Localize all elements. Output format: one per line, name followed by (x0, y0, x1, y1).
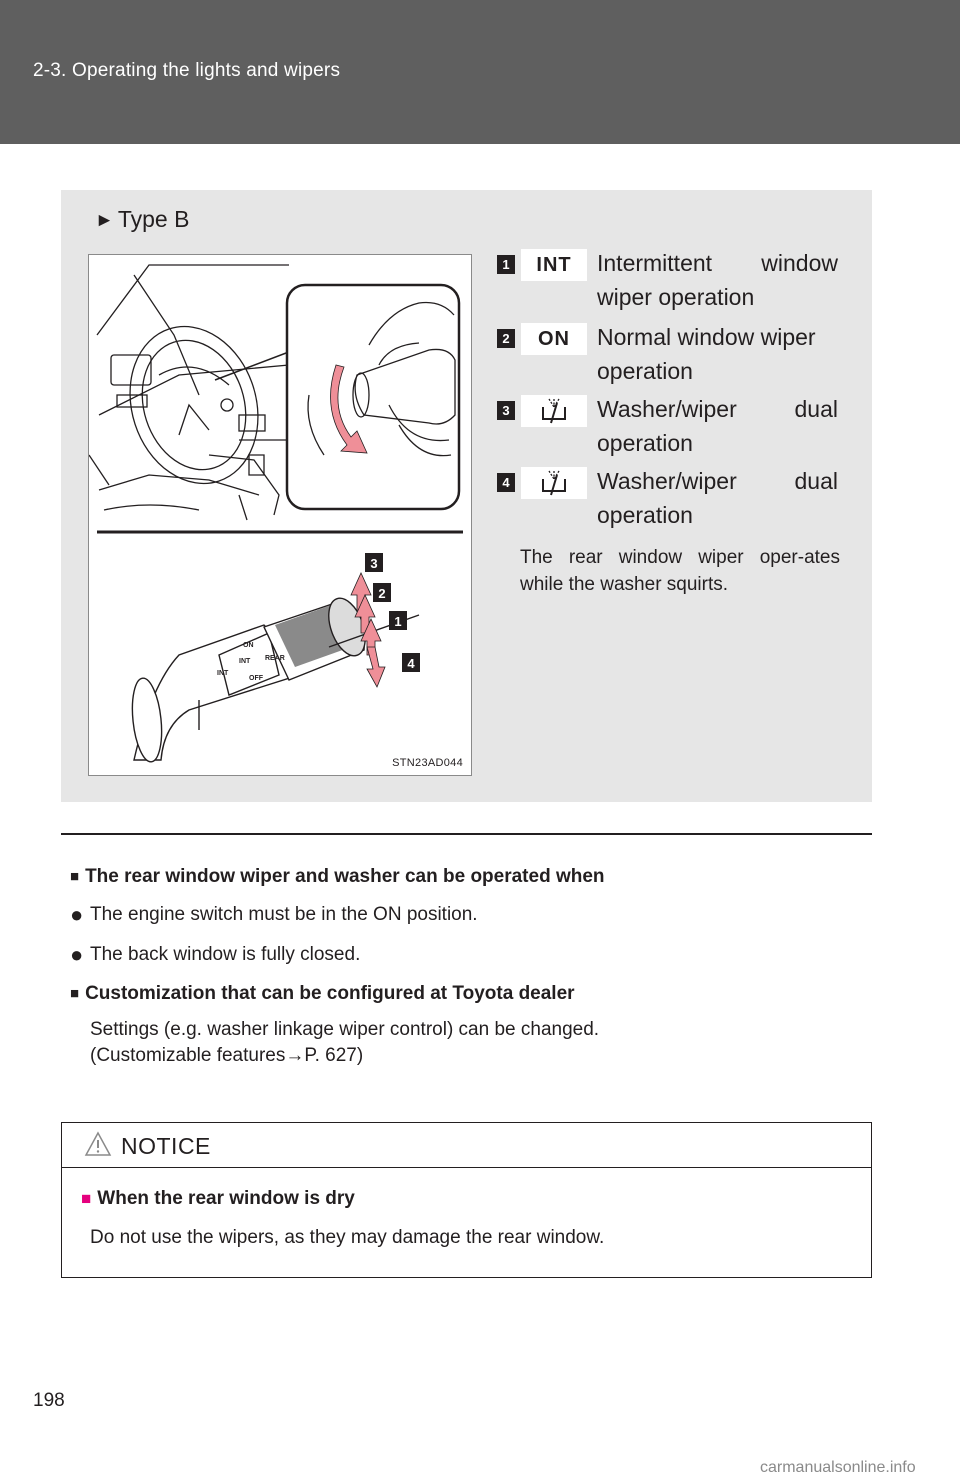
switch-label-int: INT (521, 249, 587, 281)
legend-line-1: Washer/wiper dual (597, 468, 838, 494)
callout-2-text: 2 (378, 586, 386, 601)
lever-label-int-1: INT (217, 670, 229, 677)
switch-icon-box (521, 467, 587, 499)
lever-label-on: ON (243, 642, 254, 649)
notice-title: NOTICE (121, 1133, 211, 1159)
customization-line-2: (Customizable features→P. 627) (90, 1045, 364, 1066)
watermark[interactable]: carmanualsonline.info (760, 1459, 916, 1476)
switch-label-on: ON (521, 323, 587, 355)
legend-line-2: operation (597, 358, 693, 384)
lever-label-off: OFF (249, 675, 263, 682)
customization-line-1: Settings (e.g. washer linkage wiper control) can be changed. (90, 1019, 600, 1040)
legend-number: 4 (497, 473, 515, 492)
legend-line-1: Washer/wiper dual (597, 396, 838, 422)
notice-body: Do not use the wipers, as they may damage the rear window. (90, 1227, 605, 1248)
figure-panel (61, 190, 872, 802)
notice-header (62, 1123, 871, 1168)
type-label-text: Type B (117, 206, 190, 232)
legend-line-2: wiper operation (597, 284, 755, 310)
condition-item (70, 904, 860, 926)
callout-1-text: 1 (394, 614, 402, 629)
section-divider (61, 833, 872, 835)
conditions-heading-text: The rear window wiper and washer can be operated when (85, 866, 605, 887)
arrow-down-4 (367, 647, 385, 687)
legend-description (597, 320, 838, 388)
customization-section (70, 983, 860, 1069)
circle-bullet-icon: ● (70, 942, 84, 967)
legend-description (597, 464, 838, 532)
legend-line-1: Intermittent window (597, 250, 838, 276)
legend-number: 1 (497, 255, 515, 274)
legend-line-1: Normal window wiper (597, 324, 816, 350)
switch-icon-box (521, 395, 587, 427)
section-title: 2-3. Operating the lights and wipers (33, 60, 341, 81)
warning-triangle-icon (84, 1131, 112, 1157)
callout-3-text: 3 (370, 556, 378, 571)
legend-number: 2 (497, 329, 515, 348)
legend-number: 3 (497, 401, 515, 420)
condition-text: The engine switch must be in the ON position. (90, 904, 478, 925)
condition-item (70, 944, 860, 966)
customization-heading (70, 983, 860, 1005)
conditions-heading (70, 866, 860, 888)
lever-label-rear: REAR (265, 655, 285, 662)
figure-code: STN23AD044 (392, 757, 463, 769)
square-bullet-icon: ■ (81, 1189, 92, 1208)
dashboard-drawing (89, 265, 289, 520)
illustration-drawing (89, 255, 473, 777)
page-header (0, 0, 960, 144)
condition-text: The back window is fully closed. (90, 944, 361, 965)
washer-wiper-icon (540, 469, 568, 497)
notice-subheading-text: When the rear window is dry (97, 1188, 355, 1209)
legend-line-2: operation (597, 502, 693, 528)
lever-label-int-2: INT (239, 658, 251, 665)
notice-subheading (81, 1188, 355, 1210)
legend-line-2: operation (597, 430, 693, 456)
type-label (95, 206, 189, 233)
rear-wiper-note: The rear window wiper oper-ates while the washer squirts. (520, 547, 840, 595)
callout-4-text: 4 (407, 656, 415, 671)
washer-wiper-icon (540, 397, 568, 425)
square-bullet-icon: ■ (70, 985, 80, 1002)
circle-bullet-icon: ● (70, 902, 84, 927)
page-number: 198 (33, 1390, 65, 1411)
legend-description (597, 246, 838, 314)
wiper-lever-illustration (88, 254, 472, 776)
square-bullet-icon: ■ (70, 868, 80, 885)
triangle-icon: ► (95, 210, 114, 231)
customization-heading-text: Customization that can be configured at Toyota dealer (85, 983, 575, 1004)
notice-box (61, 1122, 872, 1278)
operating-conditions (70, 866, 860, 966)
legend-description (597, 392, 838, 460)
